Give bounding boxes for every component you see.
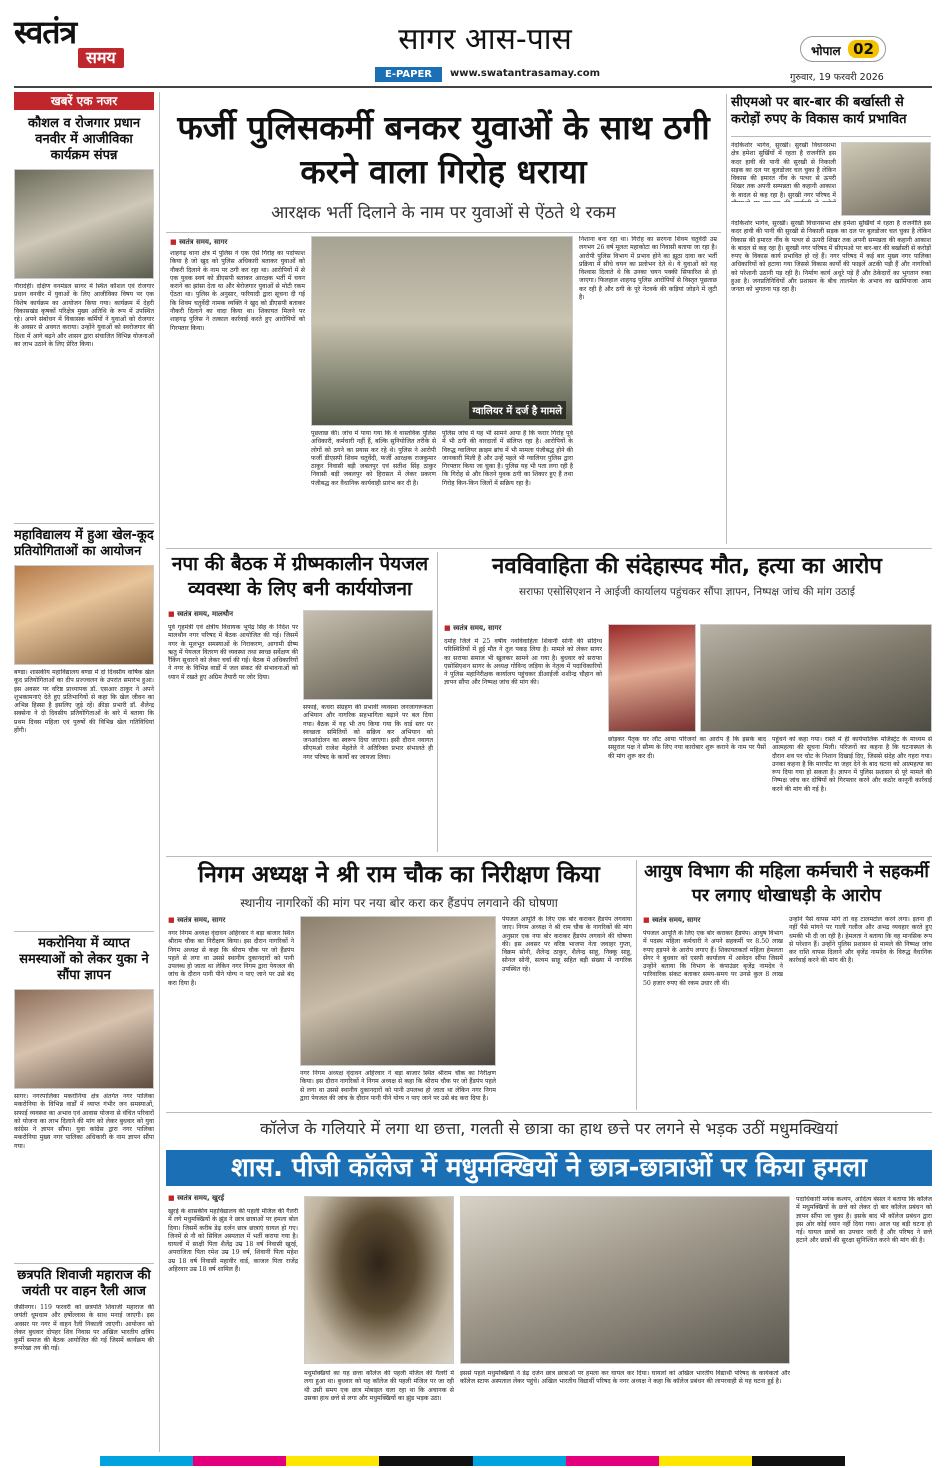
left-story4-title: छत्रपति शिवाजी महाराज की जयंती पर वाहन रैली आज — [17, 1268, 151, 1299]
water-body-col2: सफाई, कचरा संग्रहण की प्रभावी व्यवस्था जनजागरूकता अभियान और नागरिक सहभागिता बढ़ाने पर बल दिया गया। बैठक में यह भी तय किया गया कि वार्ड स्तर पर स्वच्छता समितियों को सक्रिय कर अभियान को जनआंदोलन का स्वरूप दिया जाएगा। इसी दौरान नवागत सीएमओ राजेश मेहतेले ने अतिरिक्त प्रभार संभालते ही नगर परिषद के कार्यों का जायजा लिया। — [303, 704, 433, 761]
ram-rule — [636, 860, 637, 1110]
ram-subheadline: स्थानीय नागरिकों की मांग पर नया बोर करा कर हैंडपंप लगवाने की घोषणा — [240, 896, 558, 910]
left-story1-body: नौरादेही। दक्षिण वनमंडल सागर में स्थित कौशल एवं रोजगार प्रधान वनवीर में युवाओं के लिए आजीविका विषय पर एक विशेष कार्यक्रम का आयोजन किया गया। कार्यक्रम में देहरी विकासखंड कृषकों परिक्षेत्र मुख्य अतिथि के रूप में उपस्थित रहे। अपने संबोधन में विकासक कर्मियों ने युवाओं को रोजगार के अवसर से अवगत कराया। उन्होंने युवाओं को स्वरोजगार की दिशा में आगे बढ़ने और शासन द्वारा संचालित विभिन्न योजनाओं का लाभ उठाने के लिए प्रेरित किया। — [14, 283, 154, 349]
left-column — [14, 92, 154, 1452]
bee-photo-2 — [460, 1196, 790, 1364]
bride-body-col1: दमोह जिले में 25 वर्षीय नवविवाहिता शिवानी सोनी की संदिग्ध परिस्थितियों में हुई मौत ने तूल पकड़ लिया है। मामले को लेकर सागर का सराफा समाज भी खुलकर सामने आ गया है। बुधवार को सराफा एसोसिएशन सागर के अध्यक्ष गोविन्द जड़िया के नेतृत्व में पदाधिकारियों ने पुलिस महानिरीक्षक कार्यालय पहुंचकर डीआईजी शशीन्द्र चौहान को ज्ञापन सौंपा और निष्पक्ष जांच की मांग की। — [444, 638, 602, 687]
story-ram-chowk — [166, 860, 632, 1110]
row2-rule — [166, 856, 932, 857]
water-rule — [437, 552, 438, 852]
bride-photo-2 — [700, 624, 932, 732]
left-divider-1 — [14, 523, 154, 524]
lead-photo-caption: ग्वालियर में दर्ज है मामले — [469, 401, 567, 419]
lead-body-col2: पूछताछ की। जांच में पाया गया कि वे वास्तविक पुलिस अधिकारी, कर्मचारी नहीं हैं, बल्कि सुनियोजित तरीके से लोगों को ठगने का प्रयास कर रहे थे। पुलिस ने आरोपी फर्जी डीएसपी शिवम चतुर्वेदी, फर्जी आरक्षक राजकुमार ठाकुर निवासी बड़ी जबलपुर एवं सतीश सिंह ठाकुर निवासी बड़ी जबलपुर को हिरासत में लेकर प्रकरण पंजीबद्ध कर वैधानिक कार्यवाही प्रारंभ कर दी है। — [311, 430, 436, 487]
lead-story — [166, 94, 721, 544]
water-photo — [303, 610, 433, 700]
left-story2-body: बण्डा। शासकीय महाविद्यालय बण्डा में दो दिवसीय वार्षिक खेल कूद प्रतियोगिताओं का दीप प्रज्ज्वलन के उपरांत समारंभ हुआ। इस अवसर पर वरिष्ठ प्राध्यापक डॉ. एसआर ठाकुर ने अपने शुभकामनाएं देते हुए प्रतिभागियों से कहा कि खेल जीवन का अभिन्न हिस्सा है इसलिए जुड़े रहें। क्रीड़ा प्रभारी डॉ. शैलेन्द्र सक्सेना ने दो दिवसीय प्रतियोगिताओं के बारे में बताया कि प्रथम दिवस महिला एवं पुरुषों की विभिन्न खेल गतिविधियां होंगी। — [14, 669, 154, 735]
lead-sub-rule — [166, 232, 721, 233]
page-badge — [800, 36, 886, 62]
registration-bar — [100, 1456, 845, 1466]
ayush-byline: ■ स्वतंत्र समय, सागर — [643, 916, 700, 925]
ram-body-col1: नगर निगम अध्यक्ष वृंदावन अहिरवार ने बड़ा बाजार स्थित श्रीराम चौक का निरीक्षण किया। इस दौरान नागरिकों ने निगम अध्यक्ष से कहा कि श्रीराम चौक पर जो हैंडपंप पहले से लगा था उससे स्थानीय दुकानदारों को पानी उपलब्ध हो जाता था लेकिन नगर निगम द्वारा पेयजल की जांच के दौरान पानी पीने योग्य न पाए जाने पर उसे बंद करा दिया है। — [168, 930, 294, 987]
ayush-body-col2: उन्होंने पैसे वापस मांगे तो वह टालमटोल करने लगा। इतना ही नहीं पैसे मांगने पर गाली गलौज और अभद्र व्यवहार करते हुए धमकी भी दी जा रही है। हेमलता ने बताया कि वह मानसिक रूप से परेशान हैं। उन्होंने पुलिस प्रशासन से मामले की निष्पक्ष जांच कर राशि वापस दिलाने और बृजेंद्र नामदेव के विरुद्ध वैधानिक कार्रवाई करने की मांग की है। — [789, 916, 932, 965]
bride-byline: ■ स्वतंत्र समय, सागर — [444, 624, 501, 633]
left-story3-photo — [14, 989, 154, 1089]
right-top-photo — [841, 142, 931, 216]
left-story2-photo — [14, 565, 154, 665]
water-byline: ■ स्वतंत्र समय, मालथौन — [168, 610, 233, 619]
right-top-body-b: नंदकिशोर भार्गव, सुरखी। सुरखी विधानसभा क्षेत्र हमेशा सुर्खियों में रहता है राजनीति इस कदर हावी की पानी की सुरखी से निकाली सड़क का दल पर बुलडोजर चल चुका है लेकिन विकास की इमारत नींव के पत्थर से ऊपरी शिखर तक अपनी सम्पन्नता की कहानी आकाश के बादल से कह रहा है। सुरखी नगर परिषद में सीएमओ पर बार-बार की बर्खास्ती से करोड़ों रुपए के विकास कार्य प्रभावित हो रहे हैं। नगर परिषद में कई बार मुख्य नगर पालिका अधिकारियों को हटाया गया जिससे विकास कार्यों की फाइलें अटकी पड़ी हैं और नागरिकों को परेशानी उठानी पड़ रही है। निर्माण कार्य अधूरे पड़े हैं और ठेकेदारों का भुगतान रुका हुआ है। जनप्रतिनिधियों और प्रशासन के बीच तालमेल के अभाव का खामियाजा आम जनता को भुगतना पड़ रहा है। — [731, 220, 931, 294]
left-story1-title: कौशल व रोजगार प्रधान वनवीर में आजीविका कार्यक्रम संपन्न — [27, 116, 141, 163]
left-story3-title: मकरोनिया में व्याप्त समस्याओं को लेकर युका ने सौंपा ज्ञापन — [19, 936, 149, 983]
bride-photo-caption: छोड़कर पैतृक घर लौट आया परिजनों का आरोप है कि इसके बाद ससुराल पक्ष ने सौम्य के लिए नया कारोबार शुरू कराने के नाम पर पैसों की मांग शुरू कर दी। — [608, 736, 766, 760]
left-story1-photo — [14, 169, 154, 279]
ayush-body-col1: पेयजल आपूर्ति के लिए एक बोर कराकर हैंडपंप। आयुष विभाग में पदस्थ महिला कर्मचारी ने अपने सहकर्मी पर 8.50 लाख रुपए हड़पने के आरोप लगाए हैं। शिकायतकर्ता महिला हेमलता सेंगर ने बुधवार को एसपी कार्यालय में आवेदन सौंपा जिसमें उन्होंने बताया कि विभाग के कंपाउंडर बृजेंद्र नामदेव ने पारिवारिक संकट बताकर समय-समय पर उनसे कुल 8 लाख 50 हजार रुपए की रकम उधार ली थी। — [643, 930, 783, 987]
bee-byline: ■ स्वतंत्र समय, खुरई — [168, 1194, 224, 1203]
ram-body-col2: नगर निगम अध्यक्ष वृंदावन अहिरवार ने बड़ा बाजार स्थित श्रीराम चौक का निरीक्षण किया। इस दौरान नागरिकों ने निगम अध्यक्ष से कहा कि श्रीराम चौक पर जो हैंडपंप पहले से लगा था उससे स्थानीय दुकानदारों को पानी उपलब्ध हो जाता था लेकिन नगर निगम द्वारा पेयजल की जांच के दौरान पानी पीने योग्य न पाए जाने पर उसे बंद करा दिया है। — [300, 1070, 496, 1102]
left-column-rule — [159, 92, 160, 1452]
lead-body-col4: पुलिस जांच में यह भी सामने आया है कि फरार गिरोह पूर्व में भी ठगी की वारदातों में संलिप्त रहा है। आरोपियों के विरुद्ध ग्वालियर क्राइम ब्रांच में भी मामला पंजीबद्ध होने की जानकारी मिली है और उन्हें पहले भी ग्वालियर पुलिस द्वारा गिरफ्तार किया जा चुका है। पुलिस यह भी पता लगा रही है कि गिरोह से और कितने युवक ठगी का शिकार हुए हैं तथा गिरोह किन-किन जिलों में सक्रिय रहा है। — [442, 430, 573, 487]
left-story3-body: सागर। नगरपालिका मकरोनिया क्षेत्र अंतर्गत नगर पालिका मकरोनिया के विभिन्न वार्डों में व्याप्त गंभीर जन समस्याओं, सफाई व्यवस्था का अभाव एवं आवास योजना से वंचित परिवारों को योजना का लाभ दिलाने की मांग को लेकर बुधवार को युवा कांग्रेस ने ज्ञापन सौंपा। युवा कांग्रेस द्वारा नगर पालिका मकरोनिया मुख्य नगर पालिका अधिकारी के नाम ज्ञापन सौंपा गया। — [14, 1093, 154, 1150]
logo-bottom-text: समय — [78, 48, 124, 68]
ram-headline: निगम अध्यक्ष ने श्री राम चौक का निरीक्षण किया — [198, 862, 600, 888]
right-top-headline: सीएमओ पर बार-बार की बर्खास्ती से करोड़ों रुपए के विकास कार्य प्रभावित — [731, 95, 907, 127]
bride-headline: नवविवाहिता की संदेहास्पद मौत, हत्या का आरोप — [492, 554, 882, 579]
story-water — [166, 552, 434, 852]
ram-byline: ■ स्वतंत्र समय, सागर — [168, 916, 225, 925]
lead-subheadline: आरक्षक भर्ती दिलाने के नाम पर युवाओं से ऐंठते थे रकम — [271, 203, 616, 223]
bee-body-col2: मधुमक्खियों का यह छत्ता कॉलेज की पहली मंजिल की गैलरी में लगा हुआ था। बुधवार को यह कॉलेज की पहली मंजिल पर जा रही थी उसी समय एक छात्र मोबाइल चला रहा था कि अचानक से उसका हाथ छत्ते से लगा और मधुमक्खियों का झुंड भड़क उठा। — [304, 1370, 454, 1402]
right-top-rule — [731, 136, 931, 137]
bee-photo-1 — [304, 1196, 454, 1364]
left-story2-title: महाविद्यालय में हुआ खेल-कूद प्रतियोगिताओं का आयोजन — [14, 528, 154, 559]
water-body-col1: पूर्व गृहमंत्री एवं क्षेत्रीय विधायक भूपेंद्र सिंह के निर्देश पर मालथौन नगर परिषद में बैठक आयोजित की गई। जिसमें नगर के मूलभूत समस्याओं के निराकरण, आगामी ग्रीष्म ऋतु में पेयजल वितरण की व्यवस्था तथा स्वच्छ सर्वेक्षण की रैंकिंग सुधारने को लेकर चर्चा की गई। बैठक में अधिकारियों ने नगर के विभिन्न वार्डों में जल संकट की संभावनाओं को ध्यान में रखते हुए अग्रिम तैयारी पर जोर दिया। — [168, 624, 298, 681]
masthead-rule — [14, 86, 932, 88]
right-top-body-a: नंदकिशोर भार्गव, सुरखी। सुरखी विधानसभा क्षेत्र हमेशा सुर्खियों में रहता है राजनीति इस कदर हावी की पानी की सुरखी से निकाली सड़क का दल पर बुलडोजर चल चुका है लेकिन विकास की इमारत नींव के पत्थर से ऊपरी शिखर तक अपनी सम्पन्नता की कहानी आकाश के बादल से कह रहा है। सुरखी नगर परिषद में — [731, 142, 836, 199]
lead-byline: ■ स्वतंत्र समय, सागर — [170, 238, 227, 247]
section-title: सागर आस-पास — [398, 22, 572, 57]
left-divider-2 — [14, 931, 154, 932]
story-bee — [166, 1190, 932, 1452]
issue-date: गुरुवार, 19 फरवरी 2026 — [790, 72, 884, 83]
bride-subheadline: सराफा एसोसिएशन ने आईजी कार्यालय पहुंचकर सौंपा ज्ञापन, निष्पक्ष जांच की मांग उठाई — [519, 586, 855, 598]
bee-body-col1: खुरई के शासकीय महाविद्यालय की पहली मंजिल की गैलरी में लगे मधुमक्खियों के झुंड ने छात्र छात्राओं पर हमला बोल दिया। जिसमें करीब डेढ़ दर्जन छात्र छात्राएं घायल हो गए। जिनमें से नौ को सिविल अस्पताल में भर्ती कराया गया है। घायलों में साक्षी पिता शैलेंद्र उम्र 18 वर्ष निवासी खुरई, अपराजिता पिता रमेश उम्र 19 वर्ष, शिवानी पिता महेश उम्र 18 वर्ष निवासी महावीर वार्ड, काजल पिता राजेंद्र अहिरवार उम्र 18 वर्ष शामिल हैं। — [168, 1208, 298, 1274]
ram-photo — [300, 916, 496, 1066]
row1-rule — [166, 548, 932, 549]
right-top-story — [731, 94, 931, 544]
bee-body-col3: इससे पहले मधुमक्खियों ने डेढ़ दर्जन छात्र छात्राओं पर हमला कर घायल कर दिया। घायलों को अखिल भारतीय विद्यार्थी परिषद के कार्यकर्ता और कॉलेज स्टाफ अस्पताल लेकर पहुंचे। अखिल भारतीय विद्यार्थी परिषद के नगर अध्यक्ष ने कहा कि कॉलेज प्रबंधन की लापरवाही से यह घटना हुई है। — [460, 1370, 790, 1386]
logo — [14, 14, 144, 80]
water-headline: नपा की बैठक में ग्रीष्मकालीन पेयजल व्यवस्था के लिए बनी कार्ययोजना — [171, 553, 429, 600]
row3-rule — [166, 1112, 932, 1113]
lead-body-col3: निशाना बना रहा था। गिरोह का सरगना शिवम चतुर्वेदी उम्र लगभग 26 वर्ष मूलतः महाकोटा का निवासी बताया जा रहा है। आरोपी पुलिस विभाग में प्रभाव होने का झूठा दावा कर भर्ती प्रक्रिया में सीधे चयन का प्रलोभन देते थे। ये युवाओं को यह विश्वास दिलाते थे कि उनका चयन पक्की सिफारिश से हो जाएगा। फिलहाल शाहगढ़ पुलिस आरोपियों से विस्तृत पूछताछ कर रही है और ठगी के पूरे नेटवर्क की कड़ियां जोड़ने में जुटी है। — [579, 236, 717, 302]
left-story4-body: जैसीनगर। 119 फरवरी को छत्रपति शिवाजी महाराज की जयंती धूमधाम और हर्षोल्लास के साथ मनाई जाएगी। इस अवसर पर नगर में वाहन रैली निकाली जाएगी। आयोजन को लेकर बुधवार दोपहर शिव निवास पर अखिल भारतीय क्षत्रिय कुर्मी समाज की बैठक आयोजित की गई जिसमें कार्यक्रम की रूपरेखा तय की गई। — [14, 1304, 154, 1353]
bride-body-col3: पहुंचने को कहा गया। रास्ते में ही कार्यपालिक मजिस्ट्रेट के माध्यम से आत्महत्या की सूचना मिली। परिजनों का कहना है कि घटनास्थल के दौरान शव पर चोट के निशान दिखाई दिए, जिससे संदेह और गहरा गया। उनका कहना है कि मारपीट या जहर देने के बाद घटना को आत्महत्या का रूप दिया गया हो सकता है। ज्ञापन में पुलिस प्रशासन से पूरे मामले की निष्पक्ष जांच कर दोषियों को गिरफ्तार करने और कठोर कानूनी कार्रवाई करने की मांग की गई है। — [772, 736, 932, 793]
story-bride — [442, 552, 932, 852]
news-brief-header: खबरें एक नजर — [14, 92, 154, 110]
website-link[interactable]: www.swatantrasamay.com — [450, 68, 601, 79]
left-divider-3 — [14, 1263, 154, 1264]
bee-body-col4: पदाधिकारी मयंक कश्यप, आदित्य बंसल ने बताया कि कॉलेज में मधुमक्खियों के छत्ते को लेकर दो बार कॉलेज प्रबंधन को ज्ञापन सौंपा जा चुका है। इसके बाद भी कॉलेज प्रबंधन द्वारा इस ओर कोई ध्यान नहीं दिया गया। आज यह बड़ी घटना हो गई। घायल छात्रों का उपचार जारी है और परिषद ने छत्ते हटाने और छात्रों की सुरक्षा सुनिश्चित करने की मांग की है। — [796, 1196, 932, 1245]
lead-body-col1: शाहगढ़ थाना क्षेत्र में पुलिस ने एक ऐसे गिरोह का पर्दाफाश किया है जो खुद को पुलिस अधिकारी बताकर युवाओं को नौकरी दिलाने के नाम पर ठगी कर रहा था। आरोपियों में से एक युवक स्वयं को डीएसपी बताकर आरक्षक भर्ती में चयन कराने का झांसा देता था और बेरोजगार युवाओं से मोटी रकम ऐंठता था। पुलिस के अनुसार, फरियादी द्वारा सूचना दी गई कि शिवम चतुर्वेदी नामक व्यक्ति ने खुद को डीएसपी बताकर नौकरी दिलाने का वादा किया था। शिकायत मिलने पर शाहगढ़ पुलिस ने तत्काल कार्रवाई करते हुए आरोपियों को गिरफ्तार किया। — [170, 250, 305, 332]
story-ayush — [641, 860, 932, 1110]
bride-photo-1 — [608, 624, 696, 732]
lead-headline: फर्जी पुलिसकर्मी बनकर युवाओं के साथ ठगी करने वाला गिरोह धराया — [177, 108, 710, 191]
city-label: भोपाल — [811, 44, 841, 58]
bee-headline: शास. पीजी कॉलेज में मधुमक्खियों ने छात्र-छात्राओं पर किया हमला — [166, 1150, 932, 1186]
lead-photo — [311, 236, 573, 426]
logo-top-text: स्वतंत्र — [14, 13, 77, 51]
masthead — [0, 0, 945, 88]
ram-body-col3: पेयजल आपूर्ति के लिए एक बोर कराकर हैंडपंप लगवाया जाए। निगम अध्यक्ष ने श्री राम चौक के नागरिकों की मांग अनुसार एक नया बोर कराकर हैंडपंप लगवाने की घोषणा की। इस अवसर पर वरिष्ठ भाजपा नेता जवाहर गुप्ता, विक्रम सोनी, शैलेन्द्र ठाकुर, शैलेन्द्र साहू, निक्कू साहू, सोनल सोनी, सत्यम साहू सहित बड़ी संख्या में नागरिक उपस्थित रहे। — [502, 916, 632, 973]
page-number: 02 — [848, 40, 879, 58]
epaper-label: E-PAPER — [375, 67, 442, 82]
bee-kicker: कॉलेज के गलियारे में लगा था छत्ता, गलती से छात्रा का हाथ छत्ते पर लगने से भड़क उठीं मधुमक्खियां — [260, 1119, 838, 1138]
ayush-headline: आयुष विभाग की महिला कर्मचारी ने सहकर्मी पर लगाए धोखाधड़ी के आरोप — [644, 862, 929, 906]
lead-right-rule — [726, 94, 727, 544]
